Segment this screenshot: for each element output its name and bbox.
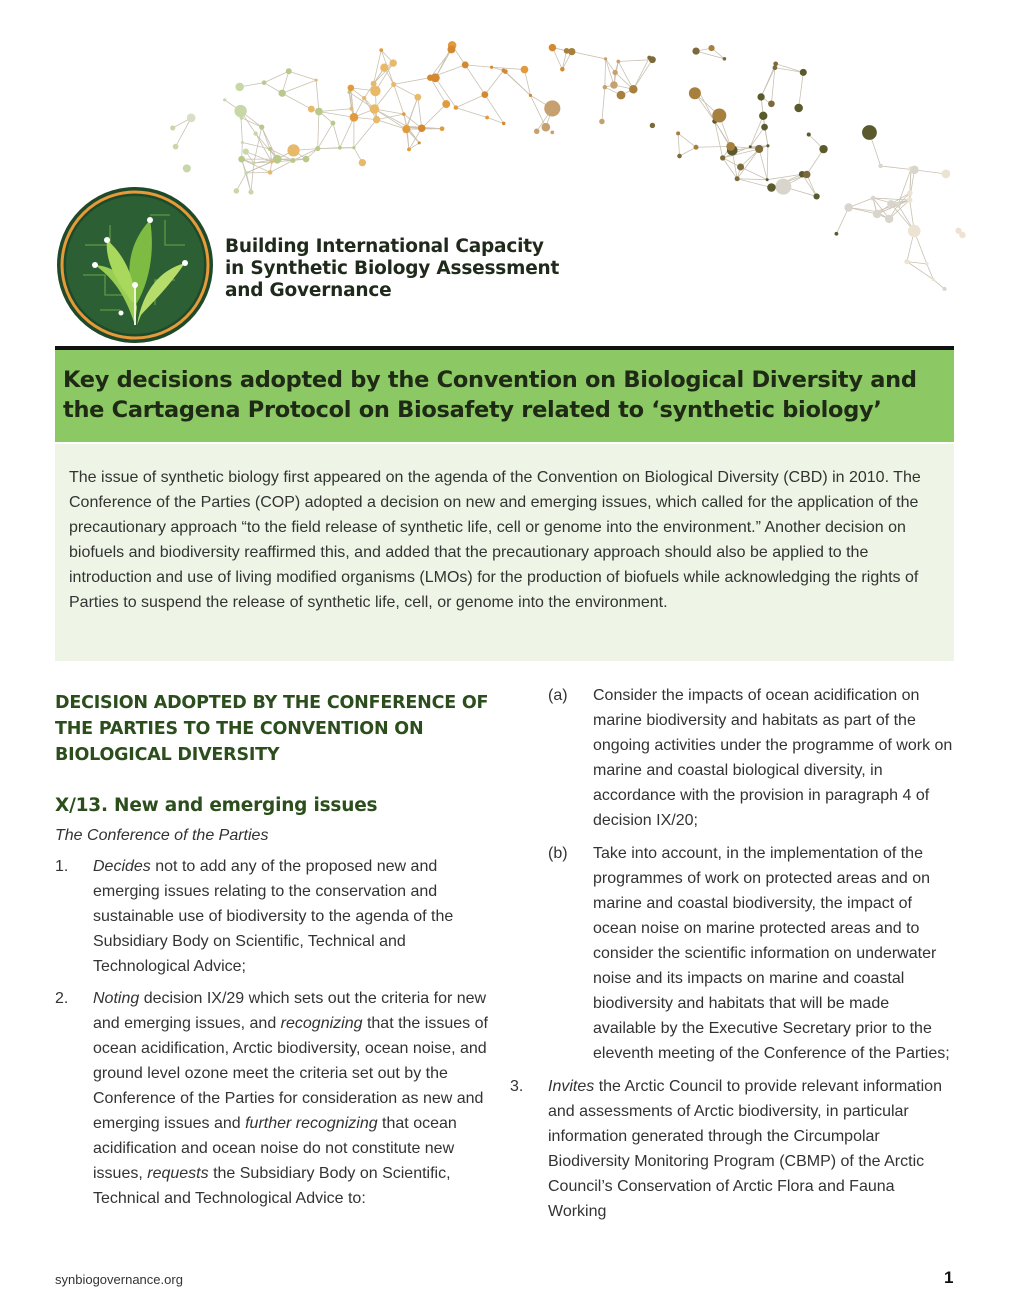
network-node	[407, 147, 411, 151]
network-node	[895, 202, 901, 208]
network-node	[440, 126, 445, 131]
network-link	[914, 170, 945, 174]
network-link	[318, 111, 319, 148]
network-link	[465, 65, 485, 95]
network-node	[252, 161, 255, 164]
network-link	[776, 64, 804, 73]
network-node	[773, 61, 778, 66]
network-node	[735, 176, 740, 181]
network-node	[694, 145, 699, 150]
network-node	[910, 166, 918, 174]
sub-item-label: (a)	[548, 687, 568, 704]
network-node	[287, 144, 299, 156]
network-link	[394, 78, 431, 85]
network-node	[390, 59, 397, 66]
org-line-1: Building International Capacity	[225, 236, 544, 257]
network-node	[749, 145, 752, 148]
network-node	[549, 44, 557, 52]
network-link	[680, 147, 697, 156]
network-link	[487, 118, 504, 124]
network-link	[633, 60, 652, 90]
network-node	[692, 47, 699, 54]
network-node	[240, 116, 244, 120]
network-node	[370, 86, 380, 96]
network-link	[282, 80, 316, 93]
network-node	[773, 65, 778, 70]
network-node	[462, 61, 469, 68]
network-link	[333, 123, 340, 148]
network-link	[836, 207, 848, 233]
network-node	[650, 123, 655, 128]
network-node	[767, 183, 776, 192]
network-link	[696, 146, 731, 147]
network-node	[371, 81, 377, 87]
item-text: the Arctic Council to provide relevant information and assessments of Arctic biodiversity, in particular information generated through the Circumpolar Biodiversity Monitoring Program (CBMP) of the Arctic Council’s Conservation of Arctic Flora and Fauna Working	[548, 1078, 942, 1220]
item-number: 1.	[55, 858, 69, 875]
network-link	[242, 159, 251, 192]
network-link	[741, 167, 768, 180]
emphasis: recognizing	[280, 1015, 363, 1032]
item-text: not to add any of the proposed new and emerging issues relating to the conservation and sustainable use of biodiversity to the agenda of the Subsidiary Body on Scientific, Technical and Technological Advice;	[93, 858, 454, 975]
footer-url: synbiogovernance.org	[55, 1272, 183, 1287]
sub-item-b	[510, 841, 955, 1066]
title-banner	[55, 350, 954, 442]
network-node	[502, 69, 506, 73]
network-link	[251, 163, 254, 192]
network-link	[807, 149, 824, 174]
network-node	[534, 129, 539, 134]
network-link	[289, 71, 316, 80]
network-node	[676, 131, 680, 135]
network-node	[402, 125, 410, 133]
emphasis: requests	[147, 1165, 209, 1182]
network-node	[223, 98, 226, 101]
network-node	[932, 278, 935, 281]
network-node	[807, 132, 811, 136]
network-node	[315, 79, 318, 82]
network-node	[794, 104, 803, 113]
network-node	[234, 188, 240, 194]
network-node	[259, 124, 264, 129]
network-node	[173, 144, 179, 150]
network-node	[775, 179, 791, 195]
network-node	[907, 197, 913, 203]
network-node	[907, 190, 913, 196]
network-node	[904, 259, 909, 264]
network-node	[759, 112, 767, 120]
org-line-3: and Governance	[225, 280, 392, 301]
network-node	[908, 225, 920, 237]
network-node	[616, 60, 620, 64]
item-body	[93, 986, 500, 1211]
network-node	[315, 108, 323, 116]
network-node	[418, 124, 426, 132]
network-node	[350, 113, 359, 122]
network-node	[391, 82, 396, 87]
network-node	[234, 105, 246, 117]
sub-item-body: Take into account, in the implementation of the programmes of work on protected areas and on marine and coastal biodiversity, the impact of ocean noise on marine protected areas and to consider the scientific information on underwater noise and its impacts on marine and coastal biodiversity and habitats that will be made available by the Executive Secretary prior to the eleventh meeting of the Conference of the Parties;	[593, 845, 950, 1062]
network-link	[236, 173, 246, 191]
network-node	[248, 190, 253, 195]
network-node	[610, 81, 618, 89]
network-node	[362, 96, 366, 100]
network-link	[678, 133, 696, 147]
network-node	[268, 147, 272, 151]
network-node	[414, 94, 421, 101]
network-link	[264, 71, 289, 82]
network-node	[454, 105, 459, 110]
network-node	[768, 100, 775, 107]
network-node	[942, 287, 946, 291]
network-node	[878, 164, 882, 168]
network-node	[612, 70, 617, 75]
sub-item-label: (b)	[548, 845, 568, 862]
emphasis: Decides	[93, 858, 151, 875]
network-node	[481, 91, 488, 98]
network-node	[560, 67, 564, 71]
network-link	[316, 80, 319, 111]
network-link	[605, 59, 606, 87]
network-link	[354, 120, 377, 148]
network-node	[183, 164, 191, 172]
network-node	[315, 146, 320, 151]
network-node	[766, 144, 769, 147]
item-body	[548, 1074, 955, 1224]
network-node	[402, 112, 406, 116]
network-node	[359, 159, 366, 166]
network-link	[767, 146, 768, 180]
network-node	[431, 73, 440, 82]
network-link	[319, 111, 354, 117]
network-node	[303, 156, 310, 163]
list-item-1	[55, 854, 500, 979]
network-node	[871, 196, 876, 201]
network-node	[286, 68, 292, 74]
network-link	[524, 70, 530, 96]
right-column	[510, 683, 955, 1231]
network-node	[550, 130, 554, 134]
intro-paragraph: The issue of synthetic biology first appeared on the agenda of the Convention on Biological Diversity (CBD) in 2010. The Conference of the Parties (COP) adopted a decision on new and emerging issues, which called for the application of the precautionary approach “to the field release of synthetic life, cell or genome into the environment.” Another decision on biofuels and biodiversity reaffirmed this, and added that the precautionary approach should also be applied to the introduction and use of living modified organisms (LMOs) for the production of biofuels while acknowledging the rights of Parties to suspend the release of synthetic life, cell, or genome into the environment.	[69, 469, 921, 611]
network-link	[465, 65, 491, 67]
network-node	[279, 90, 286, 97]
network-node	[708, 45, 714, 51]
network-link	[715, 121, 723, 158]
network-link	[319, 109, 351, 112]
network-node	[568, 48, 575, 55]
network-node	[629, 85, 638, 94]
network-node	[885, 215, 893, 223]
network-link	[422, 104, 447, 128]
network-node	[290, 158, 295, 163]
network-link	[318, 123, 333, 148]
network-node	[502, 122, 506, 126]
network-link	[377, 120, 407, 130]
network-node	[273, 155, 282, 164]
network-node	[720, 155, 725, 160]
sub-item-a	[510, 683, 955, 833]
network-node	[542, 123, 551, 132]
network-node	[373, 116, 380, 123]
network-node	[726, 142, 735, 151]
network-node	[766, 178, 769, 181]
network-link	[456, 95, 485, 108]
network-node	[241, 141, 244, 144]
network-node	[844, 203, 852, 211]
network-node	[379, 48, 383, 52]
network-link	[699, 91, 715, 121]
network-link	[799, 72, 804, 108]
network-node	[347, 85, 354, 92]
network-node	[349, 107, 353, 111]
network-node	[370, 104, 379, 113]
network-node	[647, 56, 651, 60]
network-link	[270, 161, 293, 173]
network-node	[813, 193, 819, 199]
network-link	[602, 87, 605, 121]
organization-name	[225, 236, 559, 302]
network-link	[456, 108, 487, 118]
network-node	[761, 124, 768, 131]
network-node	[544, 100, 560, 116]
network-node	[170, 125, 175, 130]
emphasis: Noting	[93, 990, 140, 1007]
network-node	[244, 171, 248, 175]
network-node	[942, 170, 951, 179]
network-link	[485, 71, 504, 95]
network-node	[755, 145, 763, 153]
network-link	[933, 279, 944, 288]
sub-item-body: Consider the impacts of ocean acidification on marine biodiversity and habitats as part of the ongoing activities under the programme of work on marine and coastal biological diversity, in accordance with the provision in paragraph 4 of decision IX/20;	[593, 687, 953, 829]
item-text: that the issues of ocean acidification, Arctic biodiversity, ocean noise, and ground level ozone meet the criteria set out by the Conference of the Parties for consideration as new and emerging issues and	[93, 1015, 488, 1132]
item-text: the Subsidiary Body on Scientific, Technical and Technological Advice to:	[93, 1165, 451, 1207]
emphasis: further recognizing	[245, 1115, 378, 1132]
section-heading: DECISION ADOPTED BY THE CONFERENCE OF THE PARTIES TO THE CONVENTION ON BIOLOGICAL DIVERSITY	[55, 693, 489, 765]
network-node	[352, 146, 355, 149]
network-node	[490, 66, 493, 69]
logo-leaf-circuit-icon	[55, 185, 215, 345]
network-link	[406, 97, 418, 129]
network-node	[803, 171, 810, 178]
network-link	[246, 172, 270, 173]
network-node	[723, 57, 727, 61]
network-link	[282, 93, 311, 109]
network-node	[604, 57, 607, 60]
network-node	[187, 113, 196, 122]
network-link	[775, 68, 803, 73]
network-link	[678, 133, 679, 156]
network-node	[262, 80, 267, 85]
network-node	[819, 145, 827, 153]
list-item-2	[55, 986, 500, 1211]
network-link	[572, 52, 606, 59]
emphasis: Invites	[548, 1078, 595, 1095]
network-link	[340, 117, 354, 147]
network-node	[338, 146, 342, 150]
network-node	[835, 232, 839, 236]
network-node	[380, 64, 388, 72]
network-node	[308, 106, 315, 113]
list-item-3	[510, 1074, 955, 1224]
left-column	[55, 690, 500, 1218]
network-node	[887, 200, 895, 208]
network-node	[873, 210, 881, 218]
network-node	[270, 160, 273, 163]
network-link	[633, 58, 649, 90]
network-node	[757, 93, 764, 100]
network-node	[331, 121, 336, 126]
lead-text: The Conference of the Parties	[55, 827, 269, 844]
network-node	[800, 69, 807, 76]
network-node	[442, 100, 450, 108]
network-node	[712, 108, 726, 122]
org-line-2: in Synthetic Biology Assessment	[225, 258, 560, 279]
network-node	[529, 94, 532, 97]
network-node	[603, 85, 607, 89]
network-link	[759, 149, 767, 180]
page-number: 1	[944, 1268, 954, 1287]
network-node	[862, 125, 877, 140]
network-node	[737, 163, 744, 170]
item-text: that ocean acidification and ocean noise do not constitute new issues,	[93, 1115, 457, 1182]
network-node	[268, 170, 273, 175]
decision-subheading: X/13. New and emerging issues	[55, 795, 378, 816]
network-node	[521, 66, 529, 74]
intro-box	[55, 444, 954, 661]
network-link	[618, 61, 633, 89]
network-node	[599, 119, 605, 125]
network-node	[689, 87, 701, 99]
item-number: 2.	[55, 990, 69, 1007]
page-title: Key decisions adopted by the Convention on Biological Diversity and the Cartagena Protocol on Biosafety related to ‘synthetic biology’	[63, 367, 917, 423]
network-node	[677, 154, 682, 159]
network-node	[485, 116, 489, 120]
item-body	[93, 854, 500, 979]
network-node	[243, 149, 249, 155]
network-node	[617, 91, 626, 100]
network-link	[503, 71, 530, 96]
network-node	[254, 131, 258, 135]
item-text: decision IX/29 which sets out the criteria for new and emerging issues, and	[93, 990, 487, 1032]
network-node	[238, 156, 245, 163]
network-link	[435, 49, 451, 77]
network-node	[959, 232, 966, 239]
network-node	[925, 262, 929, 266]
network-node	[448, 46, 456, 54]
item-number: 3.	[510, 1078, 524, 1095]
network-link	[418, 97, 422, 128]
network-node	[418, 141, 421, 144]
network-node	[235, 83, 244, 92]
